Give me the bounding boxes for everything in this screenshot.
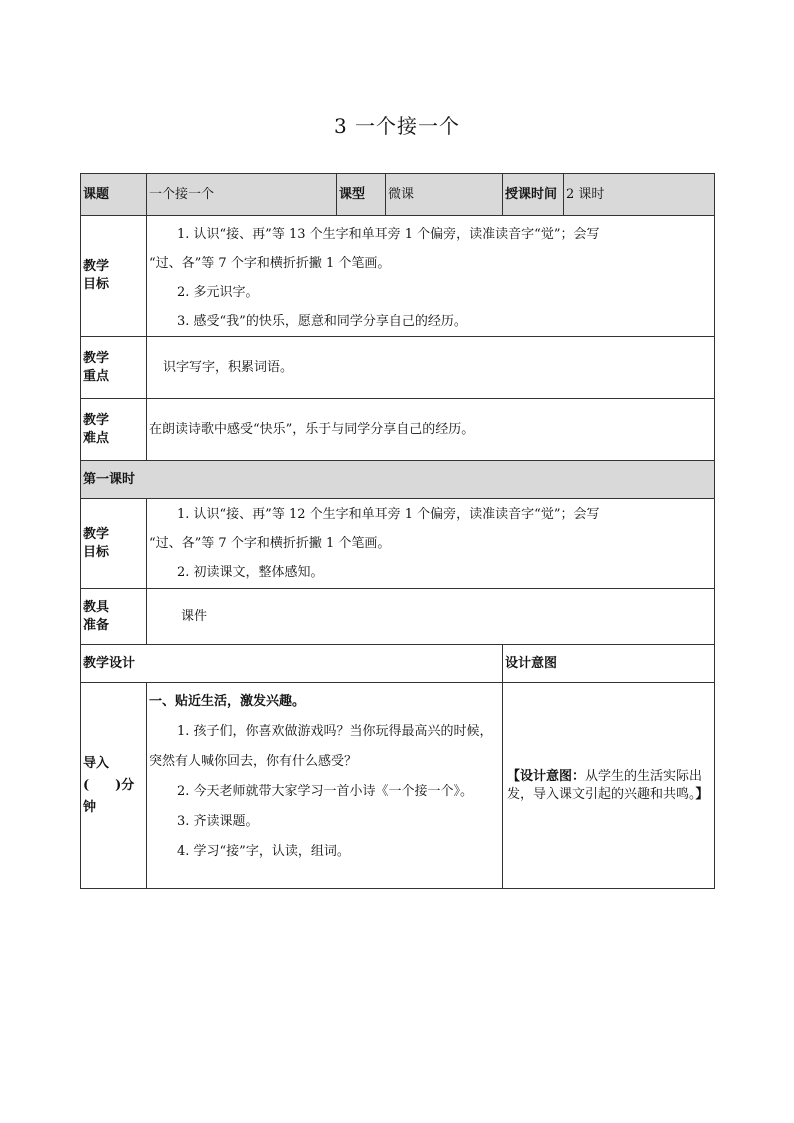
lesson-plan-table	[80, 173, 715, 889]
intent-label: 设计意图	[503, 645, 715, 683]
intro-line: 3. 齐读课题。	[177, 814, 259, 829]
goals-row	[81, 216, 715, 337]
design-intent-note: 【设计意图：从学生的生活实际出发，导入课文引起的兴趣和共鸣。】	[503, 683, 715, 889]
key-points-content: 识字写字，积累词语。	[147, 337, 715, 399]
lesson1-header: 第一课时	[81, 461, 715, 499]
difficulties-label: 教学难点	[81, 399, 147, 461]
goal-item: “过、各”等 7 个字和横折折撇 1 个笔画。	[149, 256, 391, 271]
design-header-row	[81, 645, 715, 683]
intro-content	[147, 683, 503, 889]
intro-line: 1. 孩子们，你喜欢做游戏吗？当你玩得最高兴的时候，	[177, 724, 493, 739]
hours-value: 2 课时	[564, 174, 715, 216]
type-label: 课型	[337, 174, 386, 216]
lesson1-goals-label: 教学目标	[81, 499, 147, 589]
goal-item: 1. 认识“接、再”等 12 个生字和单耳旁 1 个偏旁，读准读音字“觉”；会写	[177, 507, 600, 522]
goal-item: 2. 初读课文，整体感知。	[177, 565, 324, 580]
type-value: 微课	[386, 174, 503, 216]
difficulties-row	[81, 399, 715, 461]
lesson1-goals-content	[147, 499, 715, 589]
lesson1-header-row	[81, 461, 715, 499]
intro-label: 导入 ( )分 钟	[81, 683, 147, 889]
key-points-label: 教学重点	[81, 337, 147, 399]
goal-item: 3. 感受“我”的快乐，愿意和同学分享自己的经历。	[177, 314, 467, 329]
page-title: 3 一个接一个	[333, 114, 461, 138]
intro-line: 2. 今天老师就带大家学习一首小诗《一个接一个》。	[177, 784, 474, 799]
intro-line: 4. 学习“接”字，认读，组词。	[177, 844, 350, 859]
topic-label: 课题	[81, 174, 147, 216]
goal-item: “过、各”等 7 个字和横折折撇 1 个笔画。	[149, 536, 391, 551]
header-row	[81, 174, 715, 216]
hours-label: 授课时间	[503, 174, 564, 216]
topic-value: 一个接一个	[147, 174, 337, 216]
lesson1-goals-row	[81, 499, 715, 589]
prep-content: 课件	[147, 589, 715, 645]
goal-item: 1. 认识“接、再”等 13 个生字和单耳旁 1 个偏旁，读准读音字“觉”；会写	[177, 227, 600, 242]
goals-content	[147, 216, 715, 337]
key-points-row	[81, 337, 715, 399]
difficulties-content: 在朗读诗歌中感受“快乐”，乐于与同学分享自己的经历。	[147, 399, 715, 461]
intro-heading: 一、贴近生活，激发兴趣。	[149, 694, 306, 709]
prep-label: 教具准备	[81, 589, 147, 645]
design-label: 教学设计	[81, 645, 503, 683]
goals-label: 教学目标	[81, 216, 147, 337]
intro-line: 突然有人喊你回去，你有什么感受？	[149, 754, 358, 769]
intro-row	[81, 683, 715, 889]
goal-item: 2. 多元识字。	[177, 285, 259, 300]
prep-row	[81, 589, 715, 645]
